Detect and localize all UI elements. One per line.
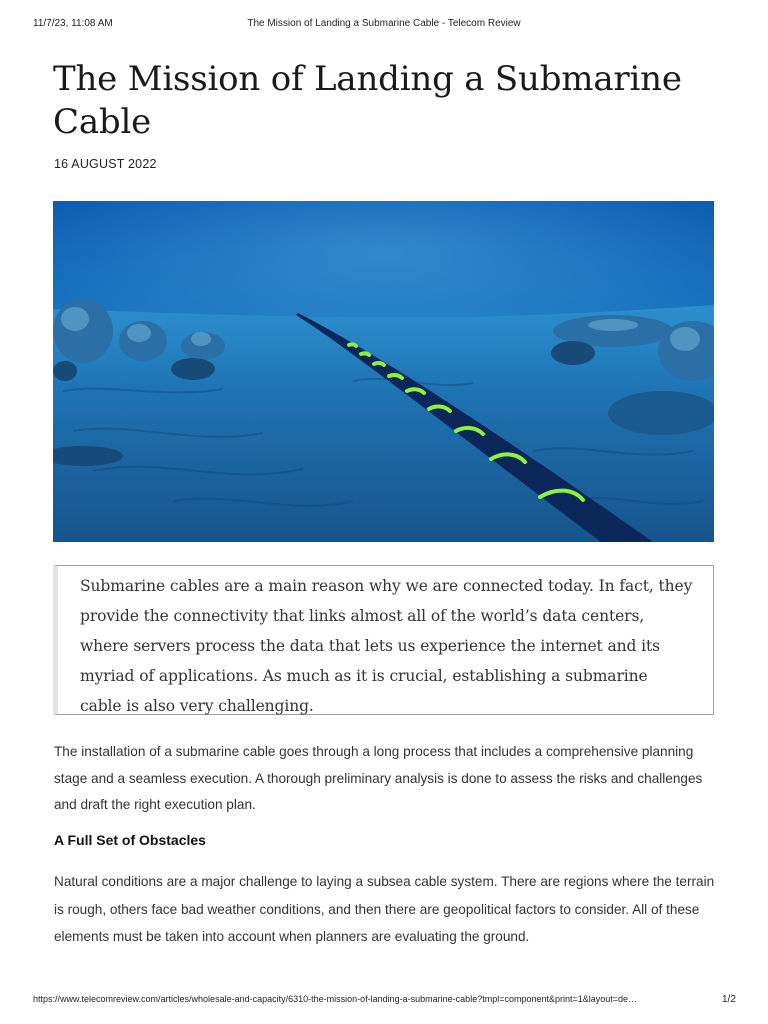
print-header [0, 18, 768, 32]
section-heading: A Full Set of Obstacles [54, 832, 206, 848]
article-date: 16 AUGUST 2022 [54, 157, 157, 171]
print-footer [0, 994, 768, 1008]
lead-paragraph: Submarine cables are a main reason why we are connected today. In fact, they provide the connectivity that links almost all of the world’s data centers, where servers process the data that lets us experience the internet and its myriad of applications. As much as it is crucial, establishing a submarine cable is also very challenging. [80, 577, 693, 715]
page-number: 1/2 [722, 994, 736, 1005]
body-paragraph-2: Natural conditions are a major challenge to laying a subsea cable system. There are regions where the terrain is rough, others face bad weather conditions, and then there are geopolitical factors to consider. All of these elements must be taken into account when planners are evaluating the ground. [54, 874, 715, 944]
print-datetime: 11/7/23, 11:08 AM [33, 18, 113, 29]
hero-image-submarine-cable [53, 201, 714, 542]
body-paragraph-1: The installation of a submarine cable goes through a long process that includes a comprehensive planning stage and a seamless execution. A thorough preliminary analysis is done to assess the risks and challenges and draft the right execution plan. [54, 744, 703, 812]
page-title: The Mission of Landing a Submarine Cable [53, 59, 682, 142]
print-url: https://www.telecomreview.com/articles/wholesale-and-capacity/6310-the-mission-of-landing-a-submarine-cable?tmpl=component&print=1&layout=de… [33, 994, 638, 1004]
lead-quote-box [53, 565, 714, 715]
print-doc-title: The Mission of Landing a Submarine Cable - Telecom Review [247, 18, 521, 29]
